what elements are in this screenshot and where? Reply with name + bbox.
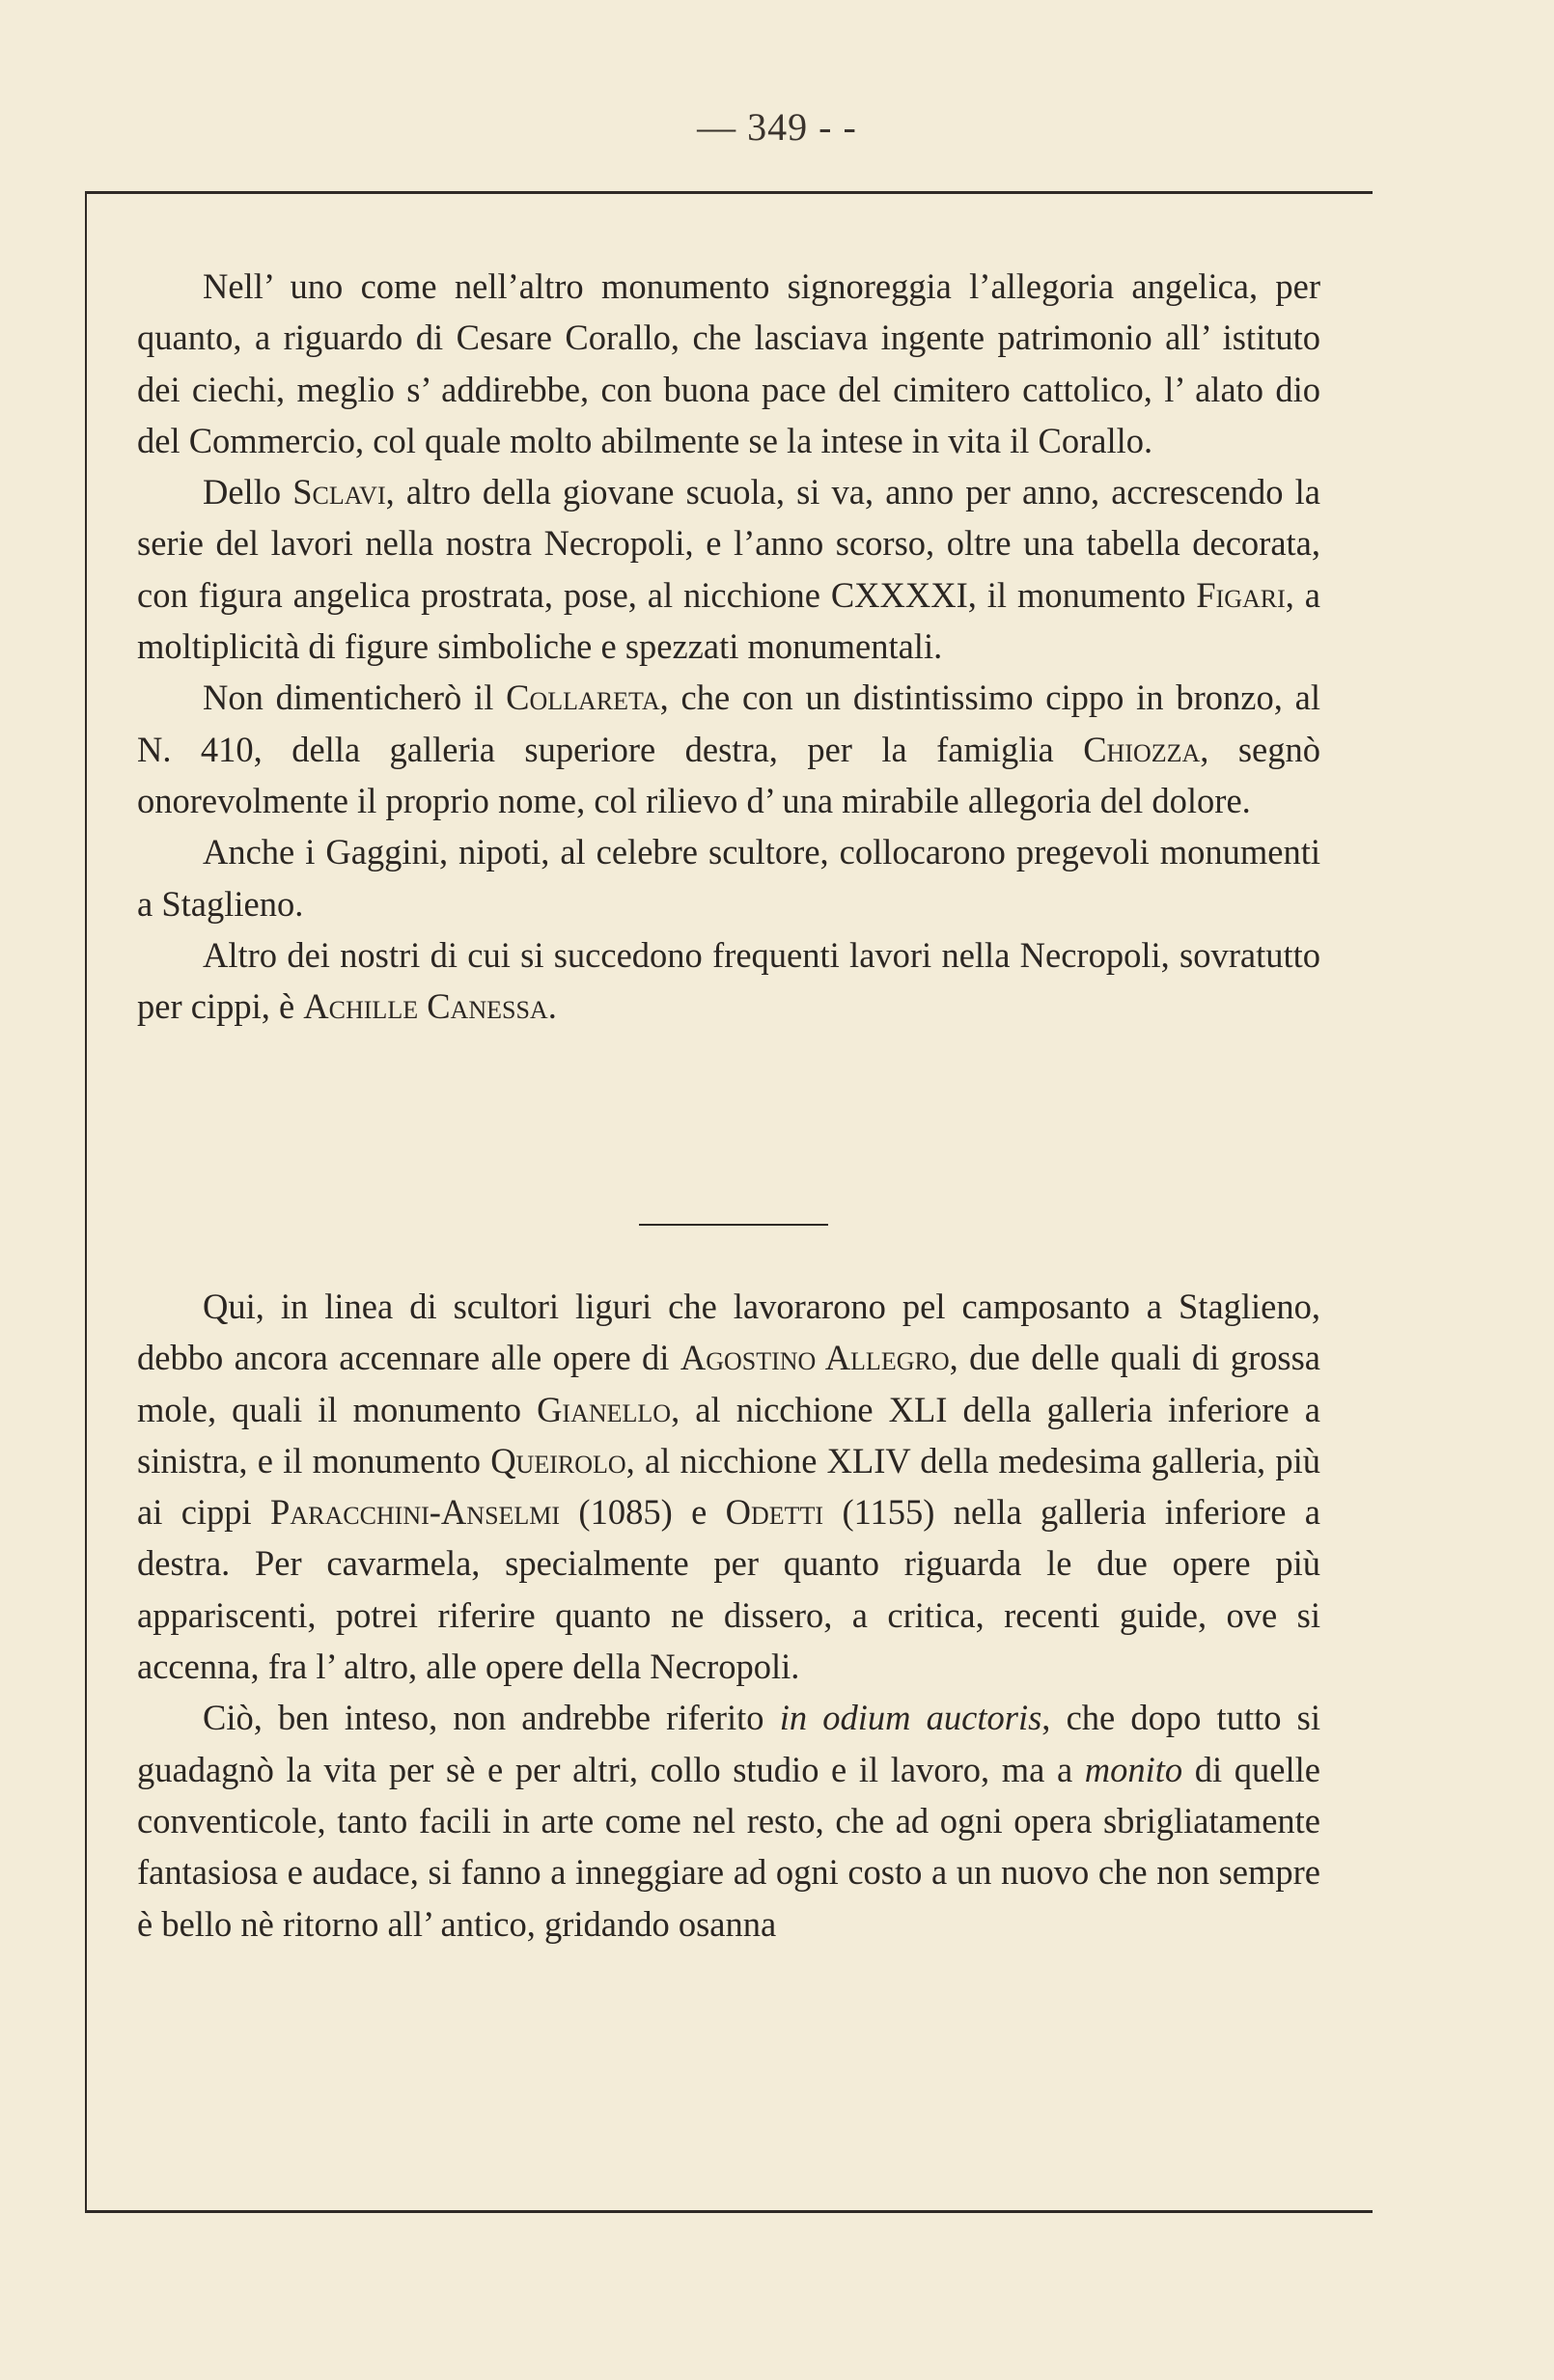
text-run: Non dimenticherò il <box>203 678 507 718</box>
proper-name: Queirolo <box>490 1440 626 1481</box>
proper-name: Achille Canessa <box>303 986 548 1027</box>
proper-name: Sclavi <box>292 472 386 512</box>
text-run: Ciò, ben inteso, non andrebbe riferito <box>203 1698 780 1738</box>
text-run: Anche i Gaggini, nipoti, al celebre scultore, collocarono pregevoli monumenti a Staglieno. <box>137 832 1320 924</box>
text-run: di quelle conventicole, tanto facili in arte come nel resto, che ad ogni opera sbrigliatamente fantasiosa e audace, si fanno a inneggiare ad ogni costo a un nuovo che non sempre è bello nè ritorno all’ antico, gridando osanna <box>137 1749 1320 1944</box>
paragraph <box>137 826 1320 929</box>
proper-name: Chiozza <box>1083 729 1201 769</box>
italic-phrase: in odium auctoris <box>779 1698 1042 1738</box>
paragraph <box>137 929 1320 1033</box>
text-run: , al nicchione XLI della galleria inferiore a sinistra, e il monumento <box>137 1389 1320 1481</box>
text-run: Dello <box>203 472 293 512</box>
paragraph <box>137 1692 1320 1949</box>
text-run: (1085) e <box>560 1492 726 1533</box>
paragraph <box>137 672 1320 826</box>
text-run: , due delle quali di grossa mole, quali il monumento <box>137 1338 1320 1429</box>
text-run: , che con un distintissimo cippo in bronzo, al N. 410, della galleria superiore destra, per la famiglia <box>137 678 1320 769</box>
text-run: Qui, in linea di scultori liguri che lavorarono pel camposanto a Staglieno, debbo ancora accennare alle opere di <box>137 1287 1320 1378</box>
italic-phrase: monito <box>1084 1749 1183 1789</box>
proper-name: Figari <box>1196 574 1286 615</box>
text-run: , al nicchione XLIV della medesima galleria, più ai cippi <box>137 1440 1320 1533</box>
text-run: Nell’ uno come nell’altro monumento signoreggia l’allegoria angelica, per quanto, a riguardo di Cesare Corallo, che lasciava ingente patrimonio all’ istituto dei ciechi, meglio s’ addirebbe, con buona pace del cimitero cattolico, l’ alato dio del Commercio, col quale molto abilmente se la intese in vita il Corallo. <box>137 266 1320 460</box>
text-run: . <box>547 986 557 1027</box>
paragraph <box>137 466 1320 672</box>
paragraph <box>137 261 1320 466</box>
text-run: , a moltiplicità di figure simboliche e spezzati monumentali. <box>137 574 1320 667</box>
section-divider <box>639 1224 828 1226</box>
text-section-1 <box>137 261 1320 1032</box>
bottom-rule <box>85 2210 1373 2213</box>
proper-name: Collareta <box>506 678 660 718</box>
page-number: — 349 - - <box>697 105 857 149</box>
proper-name: Agostino Allegro <box>680 1338 950 1378</box>
text-run: , segnò onorevolmente il proprio nome, col rilievo d’ una mirabile allegoria del dolore. <box>137 729 1321 820</box>
text-run: (1155) nella galleria inferiore a destra. Per cavarmela, specialmente per quanto riguarda le due opere più appariscenti, potrei riferire quanto ne dissero, a critica, recenti guide, ove si accenna, fra l’ altro, alle opere della Necropoli. <box>137 1492 1320 1687</box>
left-margin-rule <box>85 191 87 2212</box>
proper-name: Odetti <box>725 1492 824 1533</box>
text-run: Altro dei nostri di cui si succedono frequenti lavori nella Necropoli, sovratutto per cippi, è <box>137 934 1320 1027</box>
paragraph <box>137 1281 1320 1692</box>
proper-name: Gianello <box>537 1389 672 1429</box>
proper-name: Paracchini-Anselmi <box>270 1492 561 1533</box>
text-section-2 <box>137 1281 1320 1950</box>
top-rule <box>85 191 1373 194</box>
text-run: , altro della giovane scuola, si va, anno per anno, accrescendo la serie del lavori nella nostra Necropoli, e l’anno scorso, oltre una tabella decorata, con figura angelica prostrata, pose, al nicchione CXXXXI, il monumento <box>137 472 1321 615</box>
text-run: , che dopo tutto si guadagnò la vita per sè e per altri, collo studio e il lavoro, ma a <box>137 1698 1320 1789</box>
